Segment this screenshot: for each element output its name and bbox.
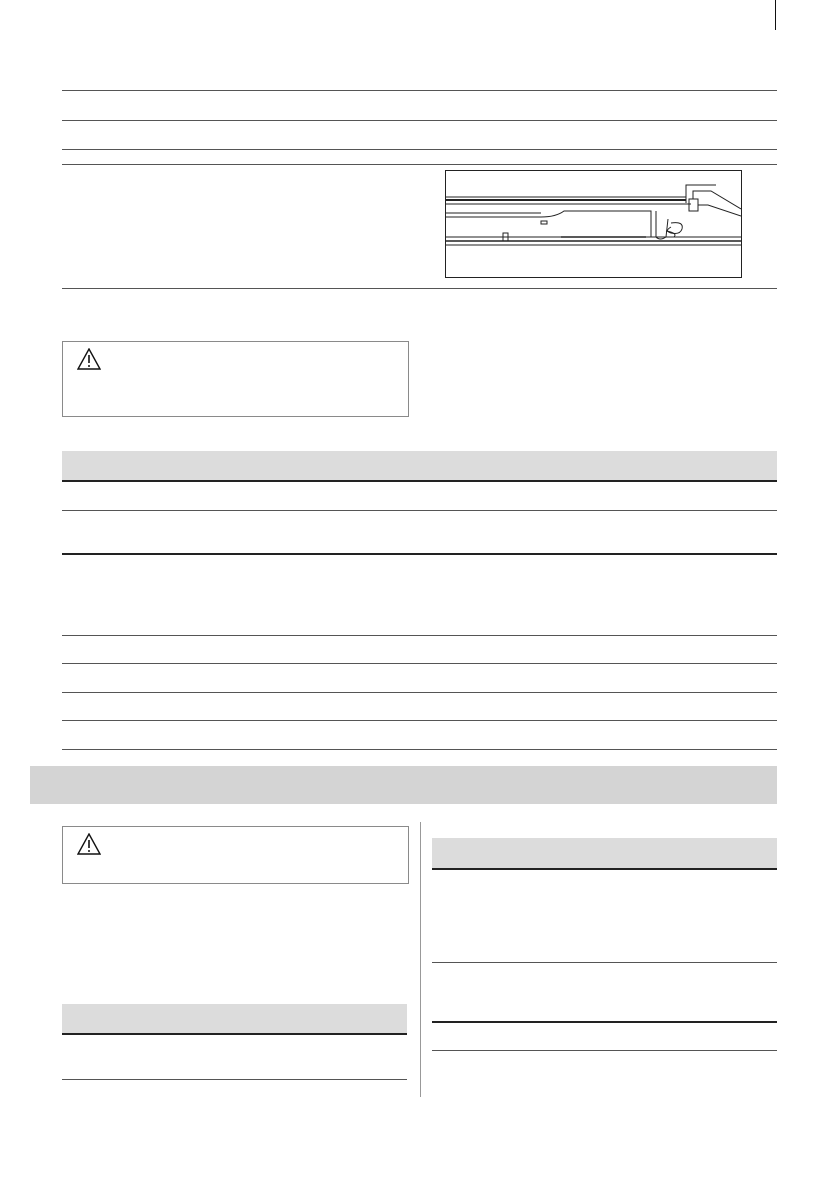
shelf-rail-diagram-icon bbox=[446, 171, 741, 277]
table-row-divider bbox=[62, 510, 777, 511]
shelf-rail-figure bbox=[445, 170, 742, 278]
table-row-divider bbox=[62, 635, 777, 636]
warning-box bbox=[62, 341, 409, 417]
table-row-divider bbox=[62, 663, 777, 664]
table-row-divider bbox=[62, 692, 777, 693]
top-table-rule bbox=[62, 164, 777, 165]
top-table-rule bbox=[62, 149, 777, 150]
crop-mark-top-right bbox=[775, 0, 776, 30]
section-heading-band bbox=[30, 766, 777, 804]
warning-box bbox=[62, 826, 409, 884]
table-row-divider bbox=[432, 962, 777, 963]
table-row-divider bbox=[62, 720, 777, 721]
table-row-divider bbox=[62, 749, 777, 750]
warning-triangle-icon bbox=[77, 348, 101, 370]
top-table-rule bbox=[62, 288, 777, 289]
left-table-header bbox=[62, 1004, 407, 1035]
right-table-header bbox=[432, 838, 777, 870]
table-row-divider bbox=[62, 1079, 407, 1080]
table-row-divider bbox=[62, 553, 777, 555]
main-table-header bbox=[62, 451, 777, 482]
top-table-rule bbox=[62, 120, 777, 121]
table-row-divider bbox=[432, 1021, 777, 1023]
column-divider bbox=[420, 822, 421, 1097]
warning-triangle-icon bbox=[77, 833, 101, 855]
top-table-rule bbox=[62, 90, 777, 91]
table-row-divider bbox=[432, 1050, 777, 1051]
